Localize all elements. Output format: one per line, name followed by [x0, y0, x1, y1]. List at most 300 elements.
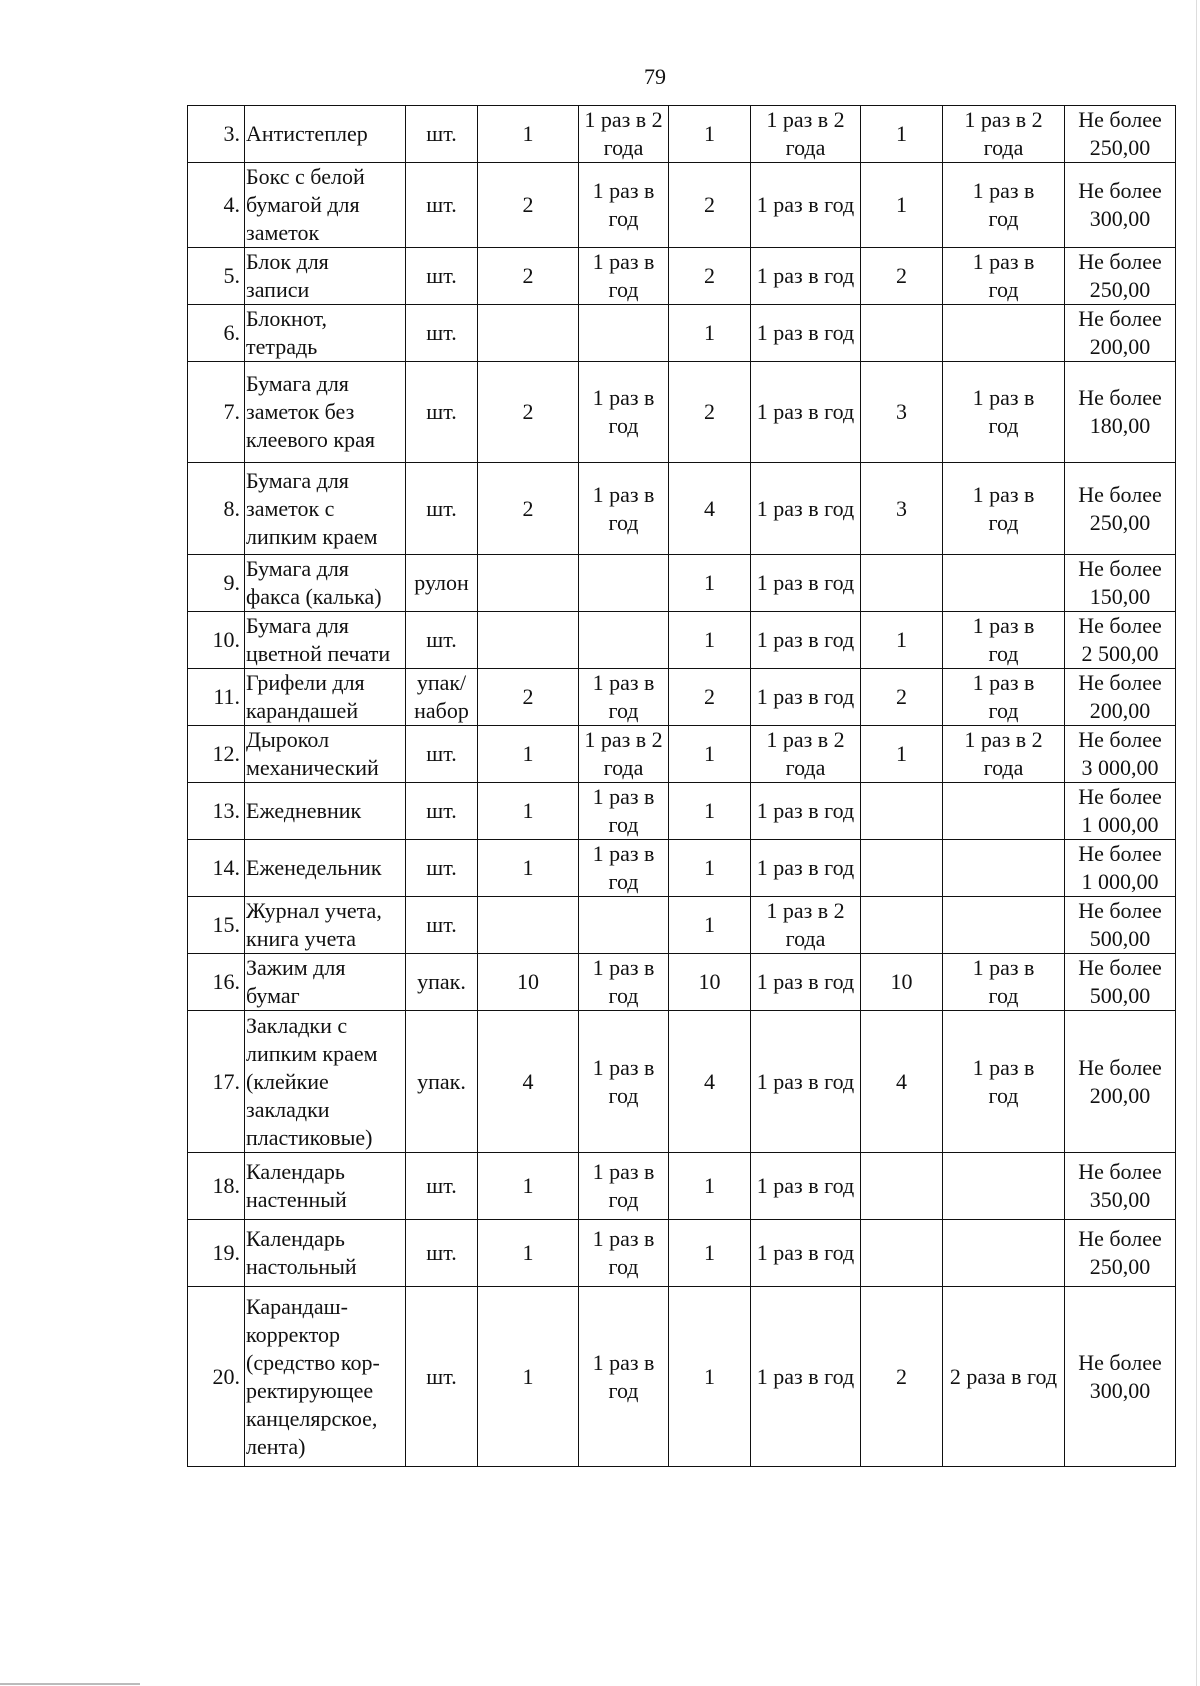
cell-p3: [943, 726, 1065, 783]
cell-p3: [943, 897, 1065, 954]
cell-unit: [406, 463, 478, 555]
p2-text: 1 раз в год: [756, 969, 855, 994]
p2-text: 1 раз в 2 года: [766, 898, 845, 951]
p3-text: 1 раз в год: [972, 613, 1035, 666]
unit-text: шт.: [426, 855, 457, 880]
cell-name: [245, 897, 406, 954]
cell-p3: [943, 612, 1065, 669]
cell-q3: [861, 1287, 943, 1467]
q2-text: 2: [704, 684, 715, 709]
cell-p3: [943, 1220, 1065, 1287]
table-row: [188, 1153, 1176, 1220]
q2-text: 1: [704, 570, 715, 595]
unit-text: шт.: [426, 121, 457, 146]
cell-p2: [751, 783, 861, 840]
p1-text: 1 раз в 2 года: [584, 727, 663, 780]
num-text: 8.: [223, 495, 240, 521]
cell-p1: [579, 463, 669, 555]
cell-unit: [406, 669, 478, 726]
cell-q3: [861, 1220, 943, 1287]
table-row: [188, 612, 1176, 669]
q2-text: 2: [704, 263, 715, 288]
p2-text: 1 раз в год: [756, 798, 855, 823]
q1-text: 1: [522, 1173, 534, 1198]
cell-p2: [751, 840, 861, 897]
num-text: 18.: [212, 1173, 240, 1198]
unit-text: шт.: [426, 1363, 457, 1389]
cell-name: [245, 1011, 406, 1153]
name-text: Еженедельник: [246, 855, 382, 880]
unit-text: шт.: [426, 192, 457, 217]
num-text: 4.: [223, 192, 240, 217]
name-text: Бумага для цветной печати: [246, 613, 391, 666]
cell-p3: [943, 163, 1065, 248]
p2-text: 1 раз в год: [756, 684, 855, 709]
p3-text: 1 раз в 2 года: [964, 107, 1043, 160]
table-row: [188, 362, 1176, 463]
cell-num: [188, 163, 245, 248]
cell-unit: [406, 1287, 478, 1467]
cell-q2: [669, 612, 751, 669]
table-row: [188, 897, 1176, 954]
q3-text: 1: [896, 192, 907, 217]
price-text: Не более 2 500,00: [1078, 613, 1162, 666]
cell-num: [188, 362, 245, 463]
q1-text: 2: [522, 399, 534, 424]
cell-q1: [478, 106, 579, 163]
cell-p2: [751, 555, 861, 612]
name-text: Блок для записи: [246, 249, 329, 302]
cell-q2: [669, 669, 751, 726]
table-row: [188, 726, 1176, 783]
cell-q3: [861, 1011, 943, 1153]
cell-p2: [751, 362, 861, 463]
cell-price: [1065, 1287, 1176, 1467]
cell-q3: [861, 669, 943, 726]
price-text: Не более 250,00: [1078, 107, 1162, 160]
cell-q1: [478, 1153, 579, 1220]
price-text: Не более 250,00: [1078, 1226, 1162, 1279]
p1-text: 1 раз в год: [592, 1054, 655, 1108]
table-row: [188, 783, 1176, 840]
name-text: Бокс с белой бумагой для заметок: [246, 164, 365, 245]
num-text: 5.: [223, 263, 240, 288]
cell-q3: [861, 840, 943, 897]
cell-price: [1065, 1011, 1176, 1153]
cell-name: [245, 669, 406, 726]
cell-price: [1065, 954, 1176, 1011]
cell-unit: [406, 612, 478, 669]
cell-q3: [861, 897, 943, 954]
p2-text: 1 раз в год: [756, 1240, 855, 1265]
cell-p1: [579, 163, 669, 248]
q2-text: 1: [704, 1173, 715, 1198]
supplies-table: [187, 105, 1176, 1467]
unit-text: шт.: [426, 1240, 457, 1265]
cell-p2: [751, 1220, 861, 1287]
num-text: 10.: [212, 627, 240, 652]
cell-q2: [669, 954, 751, 1011]
q1-text: 2: [522, 192, 534, 217]
cell-p1: [579, 1287, 669, 1467]
cell-q1: [478, 954, 579, 1011]
cell-q2: [669, 1220, 751, 1287]
cell-num: [188, 783, 245, 840]
cell-q3: [861, 106, 943, 163]
cell-name: [245, 248, 406, 305]
cell-name: [245, 1220, 406, 1287]
p1-text: 1 раз в год: [592, 481, 655, 535]
p2-text: 1 раз в 2 года: [766, 107, 845, 160]
table-row: [188, 305, 1176, 362]
unit-text: шт.: [426, 495, 457, 521]
q3-text: 1: [896, 741, 907, 766]
cell-q3: [861, 248, 943, 305]
cell-price: [1065, 362, 1176, 463]
price-text: Не более 500,00: [1078, 955, 1162, 1008]
cell-p3: [943, 783, 1065, 840]
q2-text: 10: [698, 969, 721, 994]
table-row: [188, 163, 1176, 248]
cell-unit: [406, 726, 478, 783]
cell-q2: [669, 463, 751, 555]
scan-artifact: [0, 1683, 140, 1685]
cell-p1: [579, 954, 669, 1011]
cell-q3: [861, 783, 943, 840]
p2-text: 1 раз в год: [756, 1363, 855, 1389]
q2-text: 1: [704, 1363, 715, 1389]
cell-price: [1065, 555, 1176, 612]
num-text: 13.: [212, 798, 240, 823]
num-text: 11.: [213, 684, 240, 709]
q3-text: 2: [896, 263, 907, 288]
price-text: Не более 1 000,00: [1078, 841, 1162, 894]
q1-text: 2: [522, 263, 534, 288]
cell-unit: [406, 555, 478, 612]
q3-text: 10: [890, 969, 913, 994]
name-text: Карандаш- корректор (средство кор- ректирующее канцелярское, лента): [246, 1293, 380, 1459]
cell-price: [1065, 783, 1176, 840]
name-text: Грифели для карандашей: [246, 670, 365, 723]
cell-num: [188, 1011, 245, 1153]
q3-text: 1: [896, 627, 907, 652]
cell-p2: [751, 1153, 861, 1220]
cell-q1: [478, 840, 579, 897]
p3-text: 1 раз в год: [972, 249, 1035, 302]
cell-price: [1065, 1220, 1176, 1287]
cell-p2: [751, 463, 861, 555]
table-row: [188, 248, 1176, 305]
cell-q2: [669, 783, 751, 840]
p2-text: 1 раз в год: [756, 263, 855, 288]
q1-text: 2: [522, 495, 534, 521]
cell-p1: [579, 248, 669, 305]
cell-name: [245, 106, 406, 163]
num-text: 20.: [212, 1363, 240, 1389]
q2-text: 4: [704, 1068, 715, 1094]
table-row: [188, 1220, 1176, 1287]
cell-price: [1065, 840, 1176, 897]
cell-num: [188, 954, 245, 1011]
name-text: Журнал учета, книга учета: [246, 898, 382, 951]
cell-num: [188, 463, 245, 555]
name-text: Бумага для заметок без клеевого края: [246, 371, 375, 452]
cell-price: [1065, 463, 1176, 555]
num-text: 16.: [212, 969, 240, 994]
cell-name: [245, 840, 406, 897]
cell-q1: [478, 726, 579, 783]
p1-text: 1 раз в год: [592, 1226, 655, 1279]
p3-text: 1 раз в год: [972, 955, 1035, 1008]
table-row: [188, 555, 1176, 612]
p2-text: 1 раз в год: [756, 192, 855, 217]
q2-text: 1: [704, 320, 715, 345]
p2-text: 1 раз в год: [756, 495, 855, 521]
cell-price: [1065, 163, 1176, 248]
cell-unit: [406, 1011, 478, 1153]
q1-text: 1: [522, 855, 534, 880]
cell-p1: [579, 106, 669, 163]
cell-q3: [861, 463, 943, 555]
cell-p1: [579, 783, 669, 840]
unit-text: шт.: [426, 798, 457, 823]
q1-text: 1: [522, 741, 534, 766]
cell-name: [245, 726, 406, 783]
name-text: Антистеплер: [246, 121, 368, 146]
cell-num: [188, 106, 245, 163]
cell-p1: [579, 1153, 669, 1220]
price-text: Не более 1 000,00: [1078, 784, 1162, 837]
q2-text: 1: [704, 798, 715, 823]
cell-price: [1065, 612, 1176, 669]
q2-text: 2: [704, 192, 715, 217]
p1-text: 1 раз в год: [592, 784, 655, 837]
cell-q1: [478, 305, 579, 362]
p1-text: 1 раз в год: [592, 1159, 655, 1212]
cell-name: [245, 954, 406, 1011]
q1-text: 1: [522, 1363, 534, 1389]
q3-text: 4: [896, 1068, 907, 1094]
cell-q1: [478, 163, 579, 248]
p2-text: 1 раз в год: [756, 1173, 855, 1198]
unit-text: упак.: [417, 1068, 466, 1094]
name-text: Закладки с липким краем (клейкие закладки пластиковые): [246, 1012, 378, 1150]
table-row: [188, 840, 1176, 897]
name-text: Бумага для заметок с липким краем: [246, 467, 378, 549]
cell-unit: [406, 106, 478, 163]
cell-q2: [669, 305, 751, 362]
cell-price: [1065, 726, 1176, 783]
unit-text: шт.: [426, 741, 457, 766]
cell-num: [188, 248, 245, 305]
cell-name: [245, 163, 406, 248]
num-text: 17.: [212, 1068, 240, 1094]
cell-q2: [669, 897, 751, 954]
table-row: [188, 1011, 1176, 1153]
cell-q1: [478, 669, 579, 726]
q3-text: 2: [896, 684, 907, 709]
cell-p1: [579, 305, 669, 362]
cell-p1: [579, 1011, 669, 1153]
cell-p3: [943, 463, 1065, 555]
cell-num: [188, 305, 245, 362]
cell-p3: [943, 669, 1065, 726]
p1-text: 1 раз в 2 года: [584, 107, 663, 160]
cell-q3: [861, 612, 943, 669]
cell-q3: [861, 163, 943, 248]
p2-text: 1 раз в год: [756, 320, 855, 345]
price-text: Не более 200,00: [1078, 306, 1162, 359]
cell-p3: [943, 1011, 1065, 1153]
q3-text: 3: [896, 399, 907, 424]
cell-name: [245, 1287, 406, 1467]
cell-p2: [751, 163, 861, 248]
p3-text: 1 раз в год: [972, 178, 1035, 231]
cell-name: [245, 783, 406, 840]
table-row: [188, 954, 1176, 1011]
cell-q2: [669, 1011, 751, 1153]
cell-q1: [478, 248, 579, 305]
q3-text: 3: [896, 495, 907, 521]
cell-name: [245, 1153, 406, 1220]
q2-text: 1: [704, 855, 715, 880]
q1-text: 4: [522, 1068, 534, 1094]
cell-unit: [406, 1153, 478, 1220]
cell-p2: [751, 1287, 861, 1467]
p1-text: 1 раз в год: [592, 1349, 655, 1403]
unit-text: упак/ набор: [414, 670, 469, 723]
cell-p1: [579, 612, 669, 669]
cell-name: [245, 555, 406, 612]
cell-p3: [943, 1287, 1065, 1467]
q2-text: 2: [704, 399, 715, 424]
p1-text: 1 раз в год: [592, 178, 655, 231]
q2-text: 4: [704, 495, 715, 521]
unit-text: шт.: [426, 320, 457, 345]
num-text: 3.: [223, 121, 240, 146]
unit-text: упак.: [417, 969, 466, 994]
cell-q2: [669, 1153, 751, 1220]
name-text: Блокнот, тетрадь: [246, 306, 327, 359]
cell-q1: [478, 612, 579, 669]
cell-unit: [406, 897, 478, 954]
name-text: Зажим для бумаг: [246, 955, 346, 1008]
cell-q3: [861, 1153, 943, 1220]
p3-text: 1 раз в год: [972, 1054, 1035, 1108]
q3-text: 2: [896, 1363, 907, 1389]
cell-num: [188, 840, 245, 897]
cell-num: [188, 555, 245, 612]
cell-q1: [478, 1220, 579, 1287]
cell-num: [188, 1153, 245, 1220]
cell-name: [245, 463, 406, 555]
cell-price: [1065, 305, 1176, 362]
cell-q3: [861, 362, 943, 463]
q1-text: 1: [522, 1240, 534, 1265]
cell-q3: [861, 305, 943, 362]
num-text: 6.: [223, 320, 240, 345]
cell-p3: [943, 555, 1065, 612]
p1-text: 1 раз в год: [592, 841, 655, 894]
num-text: 9.: [223, 570, 240, 595]
p3-text: 1 раз в 2 года: [964, 727, 1043, 780]
cell-p1: [579, 726, 669, 783]
table-row: [188, 463, 1176, 555]
cell-p1: [579, 897, 669, 954]
unit-text: шт.: [426, 399, 457, 424]
cell-q3: [861, 726, 943, 783]
scan-artifact: [1196, 0, 1197, 1686]
q2-text: 1: [704, 741, 715, 766]
cell-name: [245, 612, 406, 669]
p1-text: 1 раз в год: [592, 385, 655, 438]
cell-unit: [406, 248, 478, 305]
cell-q2: [669, 362, 751, 463]
cell-price: [1065, 248, 1176, 305]
cell-q1: [478, 555, 579, 612]
q1-text: 1: [522, 121, 534, 146]
p3-text: 2 раза в год: [949, 1363, 1058, 1389]
cell-p2: [751, 954, 861, 1011]
cell-q3: [861, 555, 943, 612]
p2-text: 1 раз в 2 года: [766, 727, 845, 780]
page-number: 79: [644, 64, 666, 89]
q2-text: 1: [704, 121, 715, 146]
q2-text: 1: [704, 1240, 715, 1265]
cell-p2: [751, 897, 861, 954]
cell-price: [1065, 1153, 1176, 1220]
price-text: Не более 250,00: [1078, 249, 1162, 302]
name-text: Календарь настольный: [246, 1226, 357, 1279]
cell-price: [1065, 106, 1176, 163]
p2-text: 1 раз в год: [756, 1068, 855, 1094]
cell-p3: [943, 106, 1065, 163]
cell-unit: [406, 305, 478, 362]
cell-num: [188, 1287, 245, 1467]
cell-q1: [478, 1287, 579, 1467]
p2-text: 1 раз в год: [756, 570, 855, 595]
name-text: Ежедневник: [246, 798, 362, 823]
cell-p1: [579, 1220, 669, 1287]
price-text: Не более 200,00: [1078, 670, 1162, 723]
q3-text: 1: [896, 121, 907, 146]
cell-q2: [669, 106, 751, 163]
q2-text: 1: [704, 912, 715, 937]
p1-text: 1 раз в год: [592, 955, 655, 1008]
cell-q1: [478, 783, 579, 840]
cell-unit: [406, 783, 478, 840]
cell-p2: [751, 248, 861, 305]
p1-text: 1 раз в год: [592, 670, 655, 723]
num-text: 15.: [212, 912, 240, 937]
cell-unit: [406, 840, 478, 897]
cell-name: [245, 362, 406, 463]
cell-p3: [943, 362, 1065, 463]
cell-q2: [669, 555, 751, 612]
q1-text: 2: [522, 684, 534, 709]
cell-num: [188, 1220, 245, 1287]
cell-p1: [579, 555, 669, 612]
price-text: Не более 300,00: [1078, 178, 1162, 231]
name-text: Бумага для факса (калька): [246, 556, 382, 609]
cell-p1: [579, 669, 669, 726]
cell-q2: [669, 840, 751, 897]
cell-p1: [579, 840, 669, 897]
price-text: Не более 200,00: [1078, 1054, 1162, 1108]
num-text: 14.: [212, 855, 240, 880]
unit-text: шт.: [426, 1173, 457, 1198]
cell-q1: [478, 1011, 579, 1153]
